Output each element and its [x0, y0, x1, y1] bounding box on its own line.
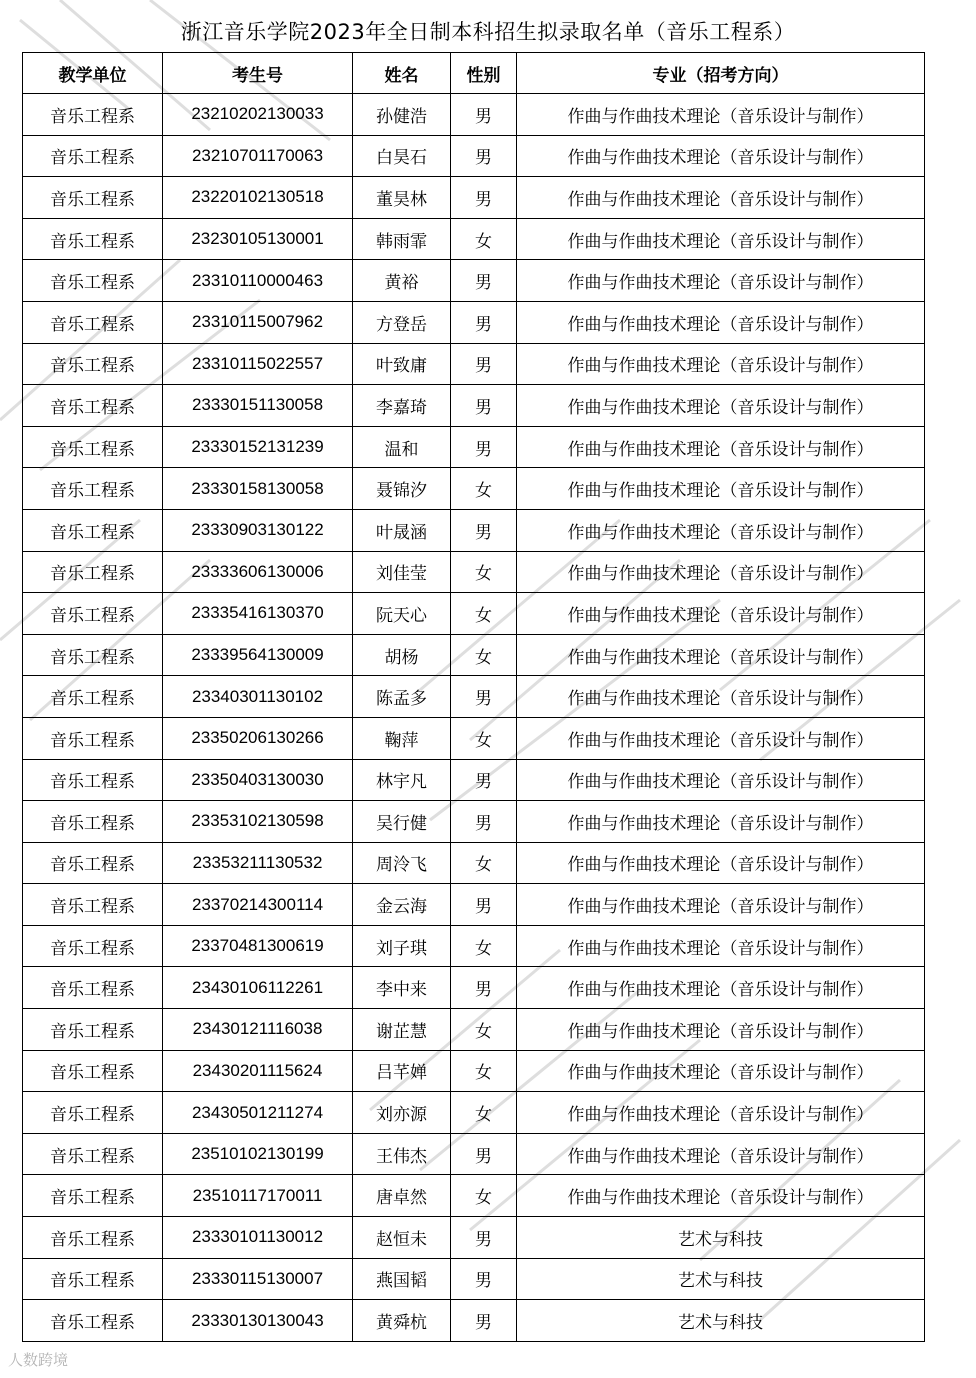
- cell-unit: 音乐工程系: [23, 301, 163, 343]
- cell-exam-no: 23310110000463: [163, 260, 353, 302]
- table-row: [23, 385, 925, 427]
- cell-exam-no: 23310115007962: [163, 301, 353, 343]
- cell-name: 董昊林: [353, 177, 451, 219]
- cell-gender: 男: [451, 135, 517, 177]
- cell-unit: 音乐工程系: [23, 925, 163, 967]
- table-header-row: [23, 53, 925, 94]
- cell-name: 鞠萍: [353, 717, 451, 759]
- page-title: 浙江音乐学院2023年全日制本科招生拟录取名单（音乐工程系）: [180, 20, 796, 44]
- cell-unit: 音乐工程系: [23, 1175, 163, 1217]
- cell-gender: 男: [451, 260, 517, 302]
- table-row: [23, 593, 925, 635]
- cell-gender: 男: [451, 1258, 517, 1300]
- header-unit: 教学单位: [23, 53, 163, 94]
- cell-exam-no: 23210701170063: [163, 135, 353, 177]
- cell-major: 艺术与科技: [517, 1300, 925, 1342]
- cell-exam-no: 23330151130058: [163, 385, 353, 427]
- cell-name: 王伟杰: [353, 1133, 451, 1175]
- cell-exam-no: 23333606130006: [163, 551, 353, 593]
- cell-major: 作曲与作曲技术理论（音乐设计与制作）: [517, 551, 925, 593]
- cell-unit: 音乐工程系: [23, 967, 163, 1009]
- table-row: [23, 426, 925, 468]
- cell-major: 艺术与科技: [517, 1217, 925, 1259]
- cell-unit: 音乐工程系: [23, 509, 163, 551]
- cell-name: 周泠飞: [353, 842, 451, 884]
- cell-exam-no: 23330158130058: [163, 468, 353, 510]
- cell-unit: 音乐工程系: [23, 842, 163, 884]
- cell-name: 李中来: [353, 967, 451, 1009]
- cell-exam-no: 23350206130266: [163, 717, 353, 759]
- cell-unit: 音乐工程系: [23, 1050, 163, 1092]
- cell-exam-no: 23330101130012: [163, 1217, 353, 1259]
- cell-gender: 男: [451, 884, 517, 926]
- table-row: [23, 1217, 925, 1259]
- cell-exam-no: 23370481300619: [163, 925, 353, 967]
- cell-name: 吕芊婵: [353, 1050, 451, 1092]
- cell-exam-no: 23339564130009: [163, 634, 353, 676]
- table-row: [23, 717, 925, 759]
- cell-gender: 女: [451, 717, 517, 759]
- cell-major: 作曲与作曲技术理论（音乐设计与制作）: [517, 468, 925, 510]
- table-row: [23, 218, 925, 260]
- cell-major: 作曲与作曲技术理论（音乐设计与制作）: [517, 925, 925, 967]
- cell-major: 作曲与作曲技术理论（音乐设计与制作）: [517, 94, 925, 136]
- cell-unit: 音乐工程系: [23, 593, 163, 635]
- table-row: [23, 634, 925, 676]
- cell-gender: 男: [451, 801, 517, 843]
- cell-name: 叶致庸: [353, 343, 451, 385]
- cell-exam-no: 23210202130033: [163, 94, 353, 136]
- cell-name: 赵恒未: [353, 1217, 451, 1259]
- cell-name: 聂锦汐: [353, 468, 451, 510]
- cell-major: 作曲与作曲技术理论（音乐设计与制作）: [517, 634, 925, 676]
- cell-exam-no: 23430201115624: [163, 1050, 353, 1092]
- cell-unit: 音乐工程系: [23, 884, 163, 926]
- cell-gender: 女: [451, 1092, 517, 1134]
- table-row: [23, 967, 925, 1009]
- table-row: [23, 135, 925, 177]
- cell-unit: 音乐工程系: [23, 385, 163, 427]
- header-major: 专业（招考方向）: [517, 53, 925, 94]
- table-row: [23, 1050, 925, 1092]
- cell-name: 方登岳: [353, 301, 451, 343]
- cell-major: 作曲与作曲技术理论（音乐设计与制作）: [517, 426, 925, 468]
- cell-name: 黄裕: [353, 260, 451, 302]
- cell-unit: 音乐工程系: [23, 1217, 163, 1259]
- cell-gender: 男: [451, 94, 517, 136]
- cell-gender: 女: [451, 1009, 517, 1051]
- cell-unit: 音乐工程系: [23, 135, 163, 177]
- cell-major: 作曲与作曲技术理论（音乐设计与制作）: [517, 260, 925, 302]
- cell-unit: 音乐工程系: [23, 1092, 163, 1134]
- cell-name: 孙健浩: [353, 94, 451, 136]
- cell-gender: 男: [451, 1217, 517, 1259]
- cell-name: 温和: [353, 426, 451, 468]
- cell-major: 作曲与作曲技术理论（音乐设计与制作）: [517, 717, 925, 759]
- cell-gender: 女: [451, 634, 517, 676]
- cell-major: 作曲与作曲技术理论（音乐设计与制作）: [517, 385, 925, 427]
- cell-exam-no: 23330903130122: [163, 509, 353, 551]
- cell-exam-no: 23230105130001: [163, 218, 353, 260]
- table-row: [23, 177, 925, 219]
- cell-gender: 男: [451, 177, 517, 219]
- cell-name: 韩雨霏: [353, 218, 451, 260]
- cell-gender: 女: [451, 468, 517, 510]
- header-exam-no: 考生号: [163, 53, 353, 94]
- cell-major: 作曲与作曲技术理论（音乐设计与制作）: [517, 509, 925, 551]
- table-row: [23, 551, 925, 593]
- cell-gender: 男: [451, 426, 517, 468]
- cell-major: 作曲与作曲技术理论（音乐设计与制作）: [517, 593, 925, 635]
- cell-unit: 音乐工程系: [23, 1133, 163, 1175]
- table-row: [23, 759, 925, 801]
- cell-gender: 女: [451, 1050, 517, 1092]
- cell-gender: 女: [451, 1175, 517, 1217]
- cell-exam-no: 23335416130370: [163, 593, 353, 635]
- cell-name: 吴行健: [353, 801, 451, 843]
- table-row: [23, 468, 925, 510]
- table-row: [23, 842, 925, 884]
- cell-unit: 音乐工程系: [23, 260, 163, 302]
- table-body: [23, 94, 925, 1342]
- cell-gender: 男: [451, 385, 517, 427]
- table-row: [23, 301, 925, 343]
- cell-major: 作曲与作曲技术理论（音乐设计与制作）: [517, 1133, 925, 1175]
- cell-major: 作曲与作曲技术理论（音乐设计与制作）: [517, 967, 925, 1009]
- cell-gender: 女: [451, 842, 517, 884]
- cell-name: 燕国韬: [353, 1258, 451, 1300]
- cell-name: 胡杨: [353, 634, 451, 676]
- table-row: [23, 1175, 925, 1217]
- table-row: [23, 801, 925, 843]
- cell-name: 陈孟多: [353, 676, 451, 718]
- cell-major: 作曲与作曲技术理论（音乐设计与制作）: [517, 842, 925, 884]
- table-row: [23, 509, 925, 551]
- cell-unit: 音乐工程系: [23, 717, 163, 759]
- admission-table: [22, 52, 925, 1342]
- cell-name: 唐卓然: [353, 1175, 451, 1217]
- cell-unit: 音乐工程系: [23, 177, 163, 219]
- cell-major: 作曲与作曲技术理论（音乐设计与制作）: [517, 676, 925, 718]
- cell-major: 作曲与作曲技术理论（音乐设计与制作）: [517, 759, 925, 801]
- cell-major: 作曲与作曲技术理论（音乐设计与制作）: [517, 884, 925, 926]
- cell-name: 白昊石: [353, 135, 451, 177]
- table-row: [23, 94, 925, 136]
- cell-exam-no: 23510102130199: [163, 1133, 353, 1175]
- cell-gender: 男: [451, 676, 517, 718]
- cell-name: 金云海: [353, 884, 451, 926]
- cell-exam-no: 23353211130532: [163, 842, 353, 884]
- cell-unit: 音乐工程系: [23, 1300, 163, 1342]
- table-row: [23, 1009, 925, 1051]
- cell-gender: 女: [451, 218, 517, 260]
- cell-major: 作曲与作曲技术理论（音乐设计与制作）: [517, 1092, 925, 1134]
- cell-unit: 音乐工程系: [23, 218, 163, 260]
- header-name: 姓名: [353, 53, 451, 94]
- cell-gender: 男: [451, 343, 517, 385]
- cell-unit: 音乐工程系: [23, 1258, 163, 1300]
- cell-exam-no: 23510117170011: [163, 1175, 353, 1217]
- cell-name: 李嘉琦: [353, 385, 451, 427]
- cell-exam-no: 23353102130598: [163, 801, 353, 843]
- table-row: [23, 884, 925, 926]
- cell-major: 作曲与作曲技术理论（音乐设计与制作）: [517, 801, 925, 843]
- cell-gender: 男: [451, 509, 517, 551]
- cell-exam-no: 23310115022557: [163, 343, 353, 385]
- cell-exam-no: 23330130130043: [163, 1300, 353, 1342]
- cell-gender: 男: [451, 1133, 517, 1175]
- table-row: [23, 676, 925, 718]
- cell-unit: 音乐工程系: [23, 676, 163, 718]
- cell-gender: 男: [451, 301, 517, 343]
- table-row: [23, 925, 925, 967]
- header-gender: 性别: [451, 53, 517, 94]
- cell-unit: 音乐工程系: [23, 426, 163, 468]
- cell-major: 作曲与作曲技术理论（音乐设计与制作）: [517, 1009, 925, 1051]
- cell-name: 叶晟涵: [353, 509, 451, 551]
- cell-name: 刘子琪: [353, 925, 451, 967]
- cell-unit: 音乐工程系: [23, 94, 163, 136]
- table-row: [23, 1133, 925, 1175]
- cell-exam-no: 23370214300114: [163, 884, 353, 926]
- cell-name: 刘佳莹: [353, 551, 451, 593]
- cell-exam-no: 23340301130102: [163, 676, 353, 718]
- cell-major: 作曲与作曲技术理论（音乐设计与制作）: [517, 135, 925, 177]
- cell-name: 黄舜杭: [353, 1300, 451, 1342]
- cell-major: 作曲与作曲技术理论（音乐设计与制作）: [517, 218, 925, 260]
- cell-major: 作曲与作曲技术理论（音乐设计与制作）: [517, 301, 925, 343]
- cell-name: 林宇凡: [353, 759, 451, 801]
- cell-exam-no: 23430106112261: [163, 967, 353, 1009]
- cell-major: 作曲与作曲技术理论（音乐设计与制作）: [517, 1050, 925, 1092]
- cell-unit: 音乐工程系: [23, 551, 163, 593]
- cell-gender: 男: [451, 1300, 517, 1342]
- table-row: [23, 1300, 925, 1342]
- cell-major: 艺术与科技: [517, 1258, 925, 1300]
- cell-exam-no: 23330152131239: [163, 426, 353, 468]
- cell-gender: 男: [451, 759, 517, 801]
- cell-exam-no: 23220102130518: [163, 177, 353, 219]
- cell-unit: 音乐工程系: [23, 759, 163, 801]
- cell-gender: 男: [451, 967, 517, 1009]
- table-row: [23, 343, 925, 385]
- cell-major: 作曲与作曲技术理论（音乐设计与制作）: [517, 343, 925, 385]
- cell-exam-no: 23430121116038: [163, 1009, 353, 1051]
- cell-name: 谢芷慧: [353, 1009, 451, 1051]
- cell-gender: 女: [451, 551, 517, 593]
- cell-exam-no: 23330115130007: [163, 1258, 353, 1300]
- cell-major: 作曲与作曲技术理论（音乐设计与制作）: [517, 1175, 925, 1217]
- table-row: [23, 260, 925, 302]
- cell-unit: 音乐工程系: [23, 468, 163, 510]
- cell-major: 作曲与作曲技术理论（音乐设计与制作）: [517, 177, 925, 219]
- cell-unit: 音乐工程系: [23, 1009, 163, 1051]
- cell-gender: 女: [451, 593, 517, 635]
- cell-exam-no: 23350403130030: [163, 759, 353, 801]
- cell-unit: 音乐工程系: [23, 343, 163, 385]
- cell-unit: 音乐工程系: [23, 634, 163, 676]
- cell-name: 阮天心: [353, 593, 451, 635]
- cell-exam-no: 23430501211274: [163, 1092, 353, 1134]
- table-row: [23, 1258, 925, 1300]
- cell-gender: 女: [451, 925, 517, 967]
- cell-name: 刘亦源: [353, 1092, 451, 1134]
- cell-unit: 音乐工程系: [23, 801, 163, 843]
- footer-brand-watermark: 人数跨境: [8, 1351, 69, 1369]
- table-row: [23, 1092, 925, 1134]
